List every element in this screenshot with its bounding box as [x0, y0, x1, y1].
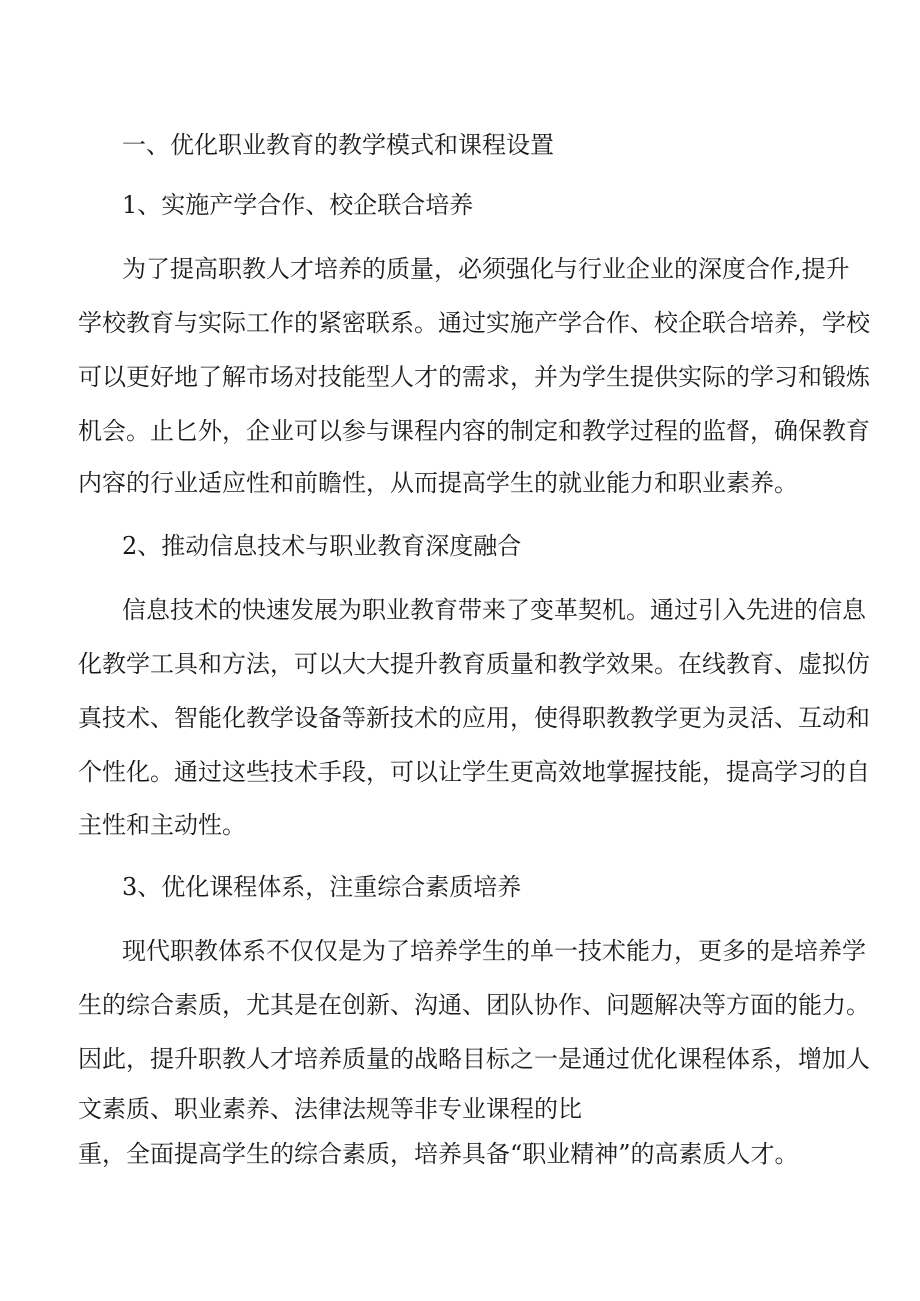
paragraph-line: 真技术、智能化教学设备等新技术的应用，使得职教教学更为灵活、互动和 — [78, 704, 870, 732]
paragraph-line: 为了提高职教人才培养的质量，必须强化与行业企业的深度合作,提升 — [122, 255, 850, 283]
paragraph-line: 现代职教体系不仅仅是为了培养学生的单一技术能力，更多的是培养学 — [122, 937, 866, 965]
paragraph-line: 个性化。通过这些技术手段，可以让学生更高效地掌握技能，提高学习的自 — [78, 758, 870, 786]
paragraph-line: 因此，提升职教人才培养质量的战略目标之一是通过优化课程体系，增加人 — [78, 1045, 870, 1073]
paragraph-line: 生的综合素质，尤其是在创新、沟通、团队协作、问题解决等方面的能力。 — [78, 991, 870, 1019]
paragraph-line: 重，全面提高学生的综合素质，培养具备“职业精神”的高素质人才。 — [78, 1140, 799, 1168]
paragraph-line: 可以更好地了解市场对技能型人才的需求，并为学生提供实际的学习和锻炼 — [78, 363, 870, 391]
paragraph-line: 文素质、职业素养、法律法规等非专业课程的比 — [78, 1095, 582, 1123]
paragraph-line: 化教学工具和方法，可以大大提升教育质量和教学效果。在线教育、虚拟仿 — [78, 650, 870, 678]
paragraph-line: 学校教育与实际工作的紧密联系。通过实施产学合作、校企联合培养，学校 — [78, 309, 870, 337]
paragraph-line: 信息技术的快速发展为职业教育带来了变革契机。通过引入先进的信息 — [122, 596, 866, 624]
subsection-heading-3: 3、优化课程体系，注重综合素质培养 — [122, 873, 522, 901]
subsection-heading-1: 1、实施产学合作、校企联合培养 — [122, 191, 474, 219]
section-heading: 一、优化职业教育的教学模式和课程设置 — [122, 131, 554, 159]
subsection-heading-2: 2、推动信息技术与职业教育深度融合 — [122, 532, 522, 560]
paragraph-line: 主性和主动性。 — [78, 811, 246, 839]
paragraph-line: 内容的行业适应性和前瞻性，从而提高学生的就业能力和职业素养。 — [78, 469, 798, 497]
paragraph-line: 机会。止匕外，企业可以参与课程内容的制定和教学过程的监督，确保教育 — [78, 417, 870, 445]
